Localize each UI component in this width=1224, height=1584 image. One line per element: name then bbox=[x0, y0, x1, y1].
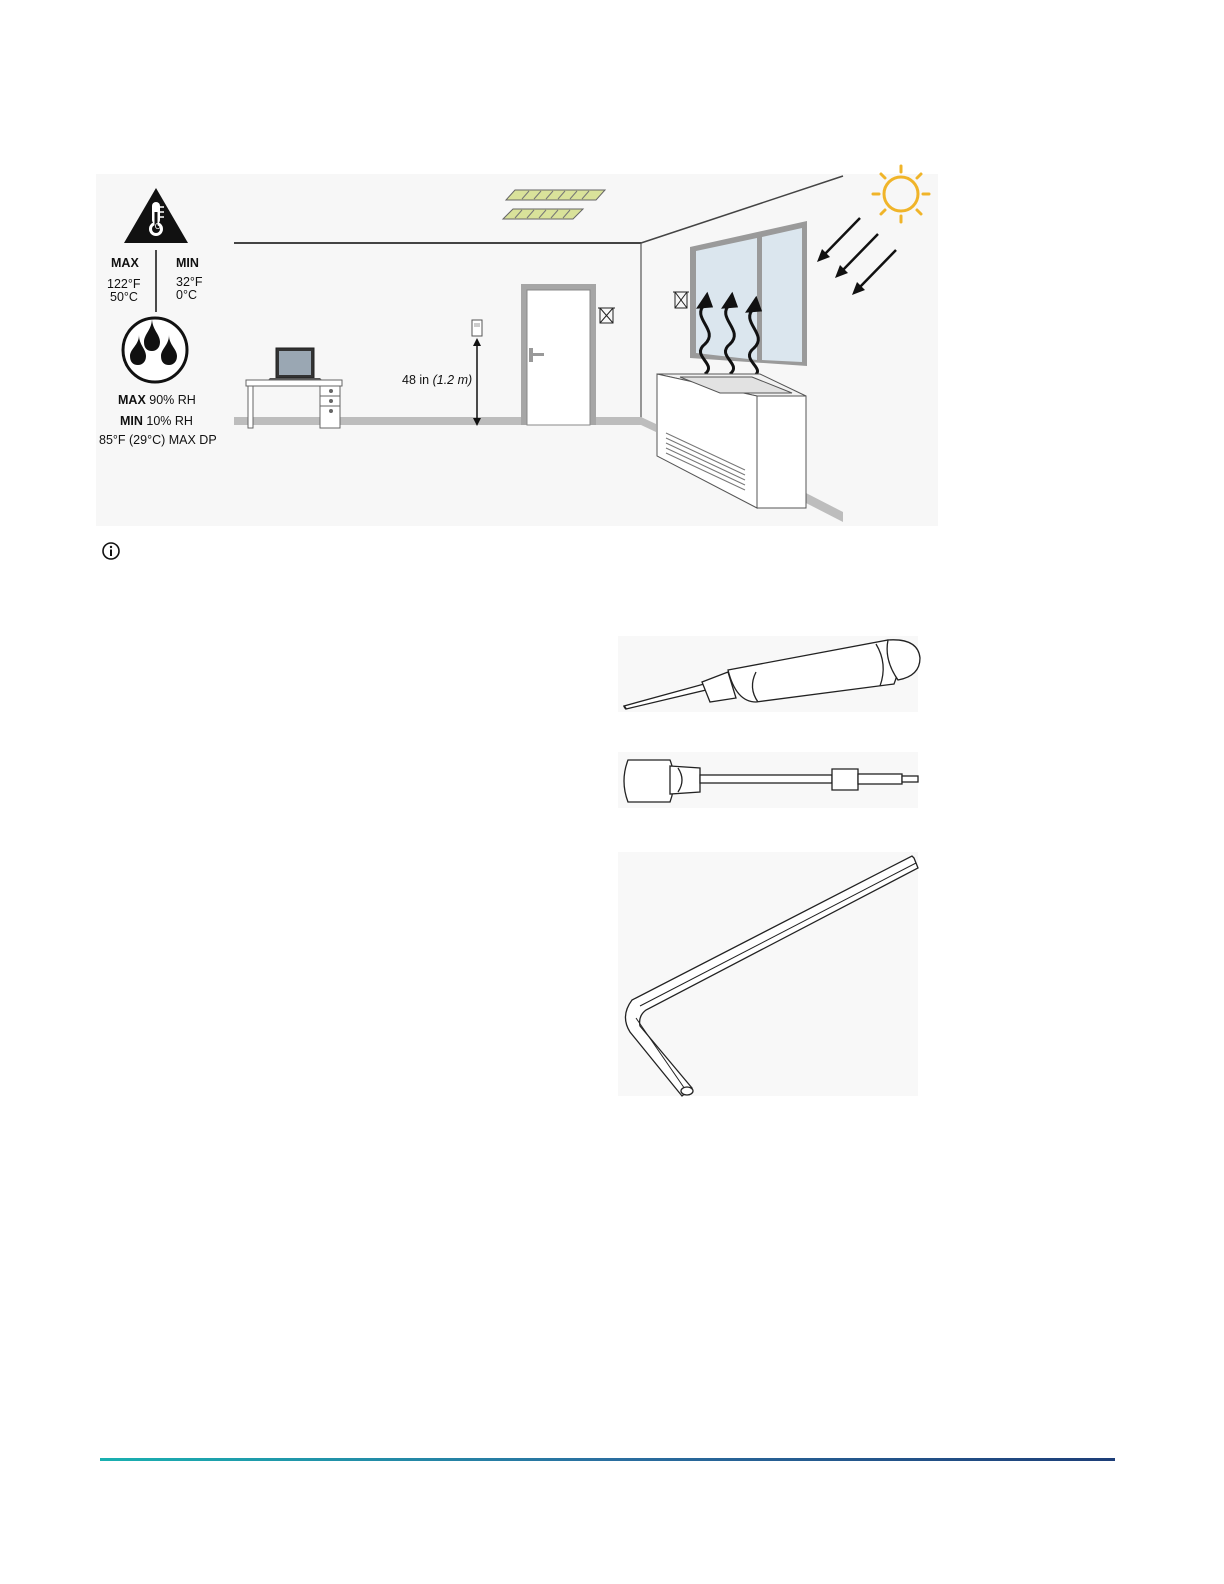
footer-divider bbox=[100, 1458, 1115, 1461]
temp-min-f: 32°F bbox=[176, 275, 203, 289]
humidity-min-label: MIN bbox=[120, 414, 143, 428]
temp-max-f: 122°F bbox=[107, 277, 141, 291]
mount-height-metric: (1.2 m) bbox=[432, 373, 473, 387]
temp-min-c: 0°C bbox=[176, 288, 197, 302]
thermostat-icon bbox=[472, 320, 482, 336]
pin-extraction-tool bbox=[618, 636, 923, 712]
humidity-min-value: 10% RH bbox=[146, 414, 193, 428]
sunlight-arrows bbox=[817, 218, 896, 295]
fan-coil-unit bbox=[657, 374, 806, 508]
no-mount-mark bbox=[598, 292, 689, 323]
ceiling-panel-icon bbox=[503, 190, 605, 219]
height-arrow bbox=[473, 338, 481, 426]
thermometer-icon bbox=[124, 188, 188, 243]
temp-max-c: 50°C bbox=[110, 290, 138, 304]
humidity-min bbox=[120, 414, 193, 428]
humidity-max-value: 90% RH bbox=[149, 393, 196, 407]
temp-min-label: MIN bbox=[176, 256, 199, 270]
thermometer-unit-label: °C bbox=[151, 222, 161, 231]
laptop-icon bbox=[266, 348, 324, 382]
temp-max-label: MAX bbox=[111, 256, 139, 270]
humidity-max bbox=[118, 393, 196, 407]
screwdriver-bit bbox=[618, 752, 923, 808]
mount-height-value: 48 in bbox=[402, 373, 430, 387]
door-icon bbox=[521, 284, 596, 425]
water-drops-icon bbox=[123, 318, 187, 382]
hex-key bbox=[618, 852, 923, 1098]
info-icon bbox=[101, 541, 121, 561]
dew-point-label: 85°F (29°C) MAX DP bbox=[99, 433, 217, 447]
mount-height-label bbox=[402, 373, 472, 387]
humidity-max-label: MAX bbox=[118, 393, 146, 407]
sun-icon bbox=[873, 166, 929, 222]
